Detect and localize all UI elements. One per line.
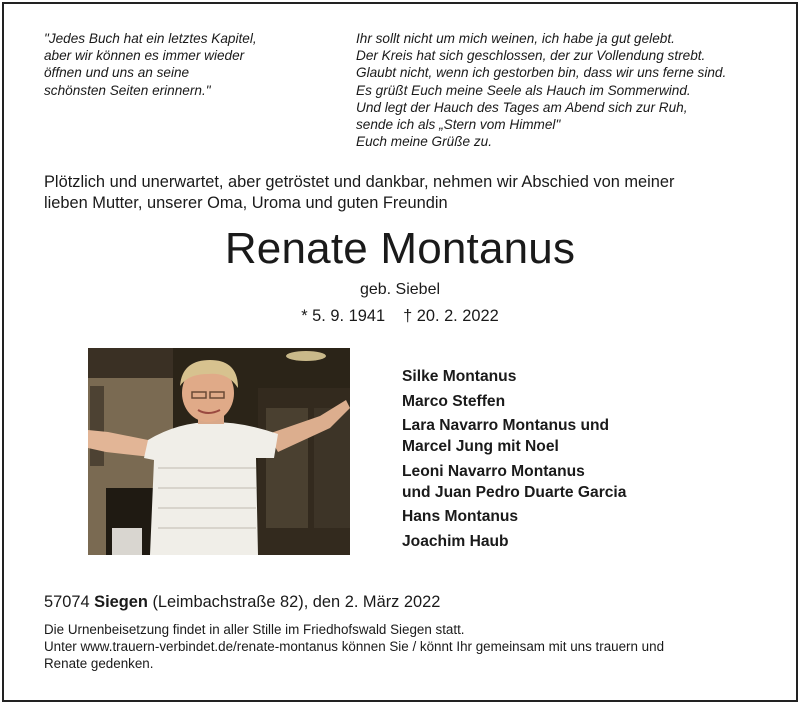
quote-left-line: schönsten Seiten erinnern." (44, 82, 211, 98)
place-date-line (44, 592, 440, 612)
mourner-name: und Juan Pedro Duarte Garcia (402, 483, 627, 501)
quote-left-line: aber wir können es immer wieder (44, 48, 245, 64)
deceased-name: Renate Montanus (224, 224, 576, 273)
portrait-photo (88, 348, 350, 555)
mourner-name: Marcel Jung mit Noel (402, 438, 559, 455)
intro-text (44, 172, 764, 214)
mourner-name: Silke Montanus (402, 368, 517, 385)
poem-line: Euch meine Grüße zu. (356, 134, 492, 150)
poem-line: Glaubt nicht, wenn ich gestorben bin, dass wir uns ferne sind. (356, 65, 727, 81)
life-dates (0, 306, 800, 326)
mourner-name: Lara Navarro Montanus und (402, 417, 610, 434)
burial-notes (44, 621, 664, 672)
poem-line: sende ich als „Stern vom Himmel" (356, 117, 561, 133)
quote-left-line: "Jedes Buch hat ein letztes Kapitel, (44, 31, 257, 46)
poem-line: Es grüßt Euch meine Seele als Hauch im Sommerwind. (356, 82, 691, 98)
mourner-name: Marco Steffen (402, 392, 506, 410)
poem-right (356, 30, 726, 150)
mourner-name: Hans Montanus (402, 508, 519, 525)
intro-line: lieben Mutter, unserer Oma, Uroma und guten Freundin (44, 194, 448, 212)
poem-line: Ihr sollt nicht um mich weinen, ich habe ja gut gelebt. (356, 31, 675, 46)
poem-line: Und legt der Hauch des Tages am Abend sich zur Ruh, (356, 99, 688, 115)
intro-line: Plötzlich und unerwartet, aber getröstet und dankbar, nehmen wir Abschied von meiner (44, 173, 675, 191)
note-line: Die Urnenbeisetzung findet in aller Stille im Friedhofswald Siegen statt. (44, 622, 465, 637)
mourner-name: Joachim Haub (402, 532, 509, 550)
death-date: † 20. 2. 2022 (403, 307, 499, 325)
address-date: (Leimbachstraße 82), den 2. März 2022 (152, 593, 441, 611)
city: Siegen (94, 593, 148, 611)
poem-line: Der Kreis hat sich geschlossen, der zur Vollendung strebt. (356, 48, 706, 64)
note-line: Unter www.trauern-verbindet.de/renate-montanus können Sie / könnt Ihr gemeinsam mit uns trauern und (44, 639, 665, 654)
maiden-name: geb. Siebel (359, 281, 441, 298)
quote-left (44, 30, 257, 99)
quote-left-line: öffnen und uns an seine (44, 65, 190, 81)
mourner-name: Leoni Navarro Montanus (402, 462, 585, 480)
mourners-list (402, 366, 626, 555)
postcode: 57074 (44, 593, 90, 611)
birth-date: * 5. 9. 1941 (301, 307, 386, 325)
note-line: Renate gedenken. (44, 656, 154, 671)
